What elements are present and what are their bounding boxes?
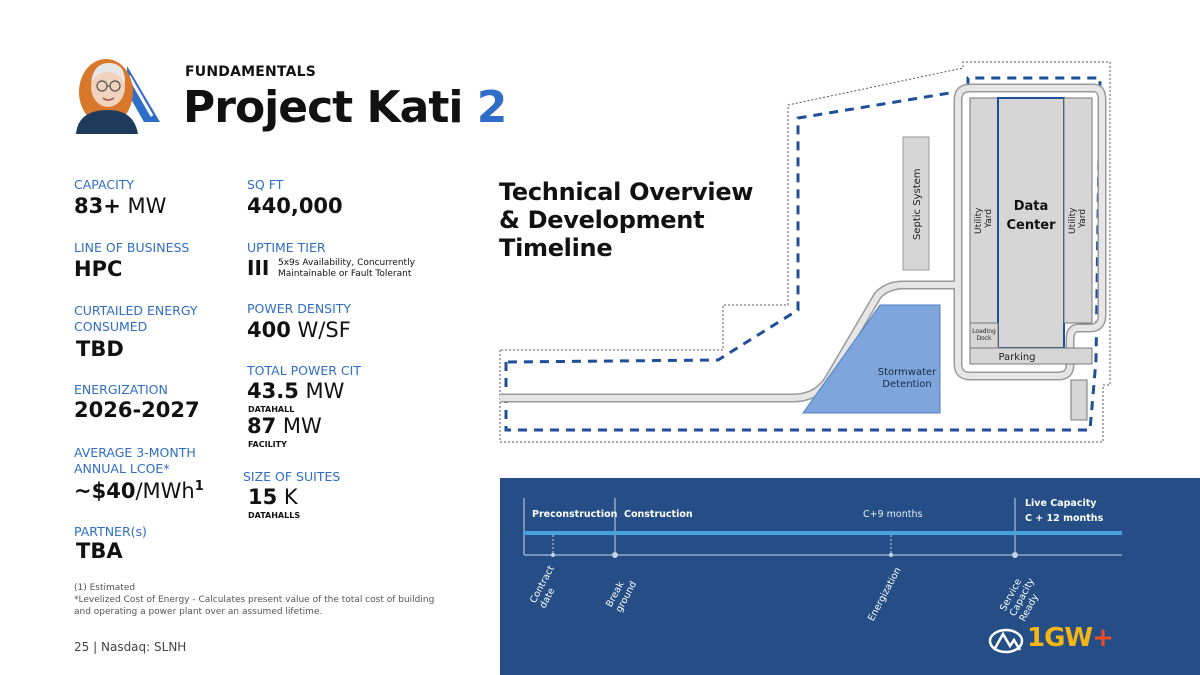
milestone-service-capacity-ready: Service Capacity Ready (998, 576, 1041, 624)
utility-yard-right-label-1: Utility (1068, 207, 1078, 234)
parking-label: Parking (998, 352, 1036, 363)
sqft-value: 440,000 (247, 194, 343, 218)
power-density-label: POWER DENSITY (247, 301, 352, 316)
utility-yard-left-label-1: Utility (974, 207, 984, 234)
stormwater-label-2: Detention (882, 379, 932, 390)
footnote-lcoe: *Levelized Cost of Energy - Calculates present value of the total cost of building and operating a power plant over an assumed lifetime. (74, 595, 435, 617)
avatar-logo-icon (72, 54, 164, 134)
ticker: Nasdaq: SLNH (100, 640, 187, 654)
uptime-tier-description (278, 258, 415, 280)
uptime-desc-line1: 5x9s Availability, Concurrently (278, 258, 415, 268)
suites-value (248, 485, 298, 509)
tech-title-line1: Technical Overview (499, 178, 754, 206)
page-number: 25 (74, 640, 90, 654)
footnotes (74, 582, 444, 618)
lcoe-label (74, 445, 196, 477)
lcoe-label-line2: ANNUAL LCOE* (74, 461, 170, 476)
live-capacity-label: Live Capacity (1025, 498, 1097, 509)
capacity-label: CAPACITY (74, 177, 135, 192)
stormwater-label-1: Stormwater (877, 367, 937, 378)
curtailed-label-line1: CURTAILED ENERGY (74, 303, 198, 318)
partner-value: TBA (76, 539, 123, 563)
c-plus-9-label: C+9 months (863, 509, 923, 520)
lcoe-footnote-mark: 1 (194, 479, 204, 494)
suites-caption: DATAHALLS (248, 511, 301, 520)
footer-separator: | (93, 640, 98, 654)
suites-number: 15 (248, 485, 278, 509)
milestone-dot-contract (551, 553, 555, 557)
milestone-dot-break (612, 552, 618, 558)
capacity-unit: MW (120, 194, 167, 218)
line-of-business-label: LINE OF BUSINESS (74, 240, 190, 255)
energization-label: ENERGIZATION (74, 382, 168, 397)
section-kicker: FUNDAMENTALS (185, 64, 317, 80)
suites-label: SIZE OF SUITES (243, 469, 341, 484)
uptime-tier-value: III (247, 256, 270, 280)
page-title-number: 2 (476, 82, 507, 133)
milestone-energization: Energization (866, 565, 904, 624)
stormwater-detention-area (803, 305, 940, 413)
facility-power-unit: MW (276, 414, 322, 438)
lcoe-label-line1: AVERAGE 3-MONTH (74, 445, 196, 460)
lcoe-unit: /MWh (135, 479, 195, 503)
footnote-estimated: (1) Estimated (74, 583, 136, 593)
facility-power-number: 87 (247, 414, 277, 438)
phase-construction: Construction (624, 509, 693, 520)
datahall-power-number: 43.5 (247, 379, 299, 403)
brand-mountain-icon (988, 626, 1024, 656)
brand-text: 1GW (1027, 623, 1093, 653)
total-power-facility-value (247, 414, 322, 438)
facility-caption: FACILITY (248, 440, 287, 449)
curtailed-label-line2: CONSUMED (74, 319, 148, 334)
timeline-progress-bar (524, 531, 1122, 535)
data-center-label-1: Data (1013, 199, 1049, 214)
milestone-dot-energization (889, 553, 893, 557)
uptime-desc-line2: Maintainable or Fault Tolerant (278, 269, 412, 279)
power-density-unit: W/SF (290, 318, 351, 342)
utility-yard-left-label-2: Yard (984, 208, 994, 228)
lcoe-value (74, 479, 204, 503)
septic-label: Septic System (912, 168, 923, 240)
tech-title-line3: Timeline (499, 234, 613, 262)
loading-dock-label-1: Loading (972, 328, 996, 335)
c-plus-12-label: C + 12 months (1025, 513, 1104, 524)
uptime-tier-label: UPTIME TIER (247, 240, 326, 255)
brand-logo (1027, 623, 1113, 653)
line-of-business-value: HPC (74, 257, 123, 281)
utility-yard-right-label-2: Yard (1078, 208, 1088, 228)
sqft-label: SQ FT (247, 177, 284, 192)
capacity-value (74, 194, 166, 218)
data-center-label-2: Center (1006, 218, 1056, 233)
power-density-value (247, 318, 351, 342)
tech-title-line2: & Development (499, 206, 705, 234)
datahall-caption: DATAHALL (248, 405, 295, 414)
page-title-text: Project Kati (183, 82, 463, 133)
capacity-number: 83+ (74, 194, 121, 218)
suites-unit: K (277, 485, 298, 509)
loading-dock-label-2: Dock (976, 335, 992, 342)
milestone-contract-date: Contract date (528, 563, 558, 611)
brand-plus: + (1092, 623, 1113, 653)
page-footer (74, 640, 186, 654)
curtailed-energy-value: TBD (76, 337, 124, 361)
lcoe-number: ~$40 (74, 479, 136, 503)
small-structure (1071, 380, 1087, 420)
technical-overview-title (499, 178, 753, 262)
milestone-dot-service (1012, 552, 1018, 558)
total-power-label: TOTAL POWER CIT (247, 363, 361, 378)
phase-preconstruction: Preconstruction (532, 509, 618, 520)
power-density-number: 400 (247, 318, 291, 342)
curtailed-energy-label (74, 303, 198, 335)
milestone-break-ground: Break ground (604, 579, 640, 615)
energization-value: 2026-2027 (74, 398, 200, 422)
page-title (183, 82, 506, 133)
partner-label: PARTNER(s) (74, 524, 147, 539)
datahall-power-unit: MW (298, 379, 345, 403)
total-power-datahall-value (247, 379, 344, 403)
